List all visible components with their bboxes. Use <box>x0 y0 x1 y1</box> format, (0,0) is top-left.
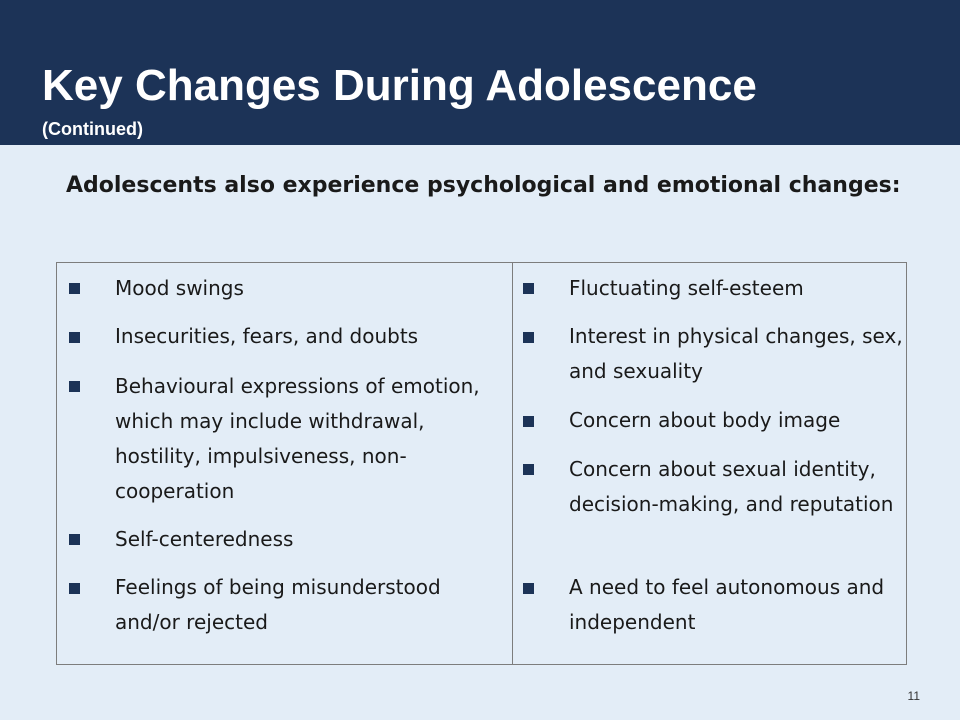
square-bullet-icon <box>523 464 534 475</box>
list-item: Concern about body image <box>569 408 841 432</box>
list-item: Interest in physical changes, sex, and sexuality <box>569 324 903 383</box>
list-item: Behavioural expressions of emotion, which may include withdrawal, hostility, impulsiveness, non-cooperation <box>115 374 480 503</box>
square-bullet-icon <box>69 534 80 545</box>
list-item: Self-centeredness <box>115 527 294 551</box>
slide-subtitle: (Continued) <box>42 119 143 139</box>
changes-table <box>56 262 907 665</box>
square-bullet-icon <box>523 416 534 427</box>
slide-title: Key Changes During Adolescence <box>42 61 757 110</box>
square-bullet-icon <box>69 332 80 343</box>
square-bullet-icon <box>523 583 534 594</box>
right-column <box>513 263 906 664</box>
list-item: Feelings of being misunderstood and/or rejected <box>115 575 441 634</box>
page-number: 11 <box>907 689 920 703</box>
slide-header <box>0 0 960 145</box>
list-item: Mood swings <box>115 276 244 300</box>
square-bullet-icon <box>69 283 80 294</box>
list-item: Concern about sexual identity, decision-making, and reputation <box>569 457 894 516</box>
square-bullet-icon <box>69 583 80 594</box>
square-bullet-icon <box>523 332 534 343</box>
left-column <box>57 263 513 664</box>
square-bullet-icon <box>69 381 80 392</box>
intro-text: Adolescents also experience psychological and emotional changes: <box>66 173 901 198</box>
square-bullet-icon <box>523 283 534 294</box>
list-item: A need to feel autonomous and independent <box>569 575 885 634</box>
list-item: Fluctuating self-esteem <box>569 276 804 300</box>
list-item: Insecurities, fears, and doubts <box>115 324 419 348</box>
